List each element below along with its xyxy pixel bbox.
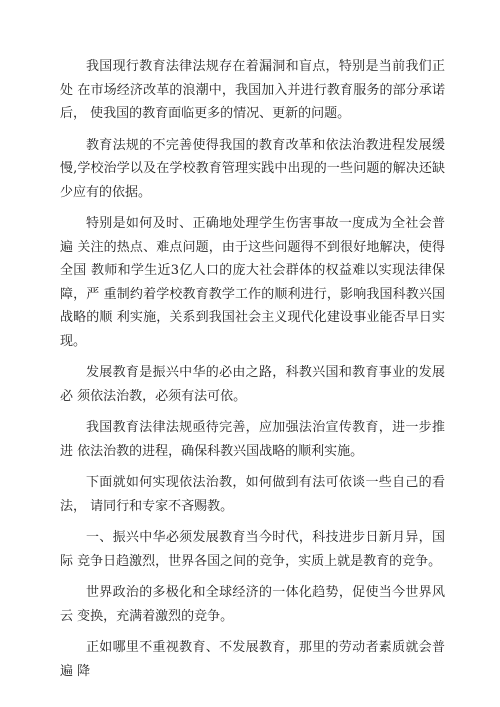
paragraph-5: 我国教育法律法规亟待完善，应加强法治宣传教育，进一步推进 依法治教的进程，确保科教兴国战略的顺利实施。: [60, 420, 445, 459]
paragraph-6: 下面就如何实现依法治教，如何做到有法可依谈一些自己的看法， 请同行和专家不吝赐教。: [60, 475, 445, 514]
paragraph-4: 发展教育是振兴中华的必由之路，科教兴国和教育事业的发展必 须依法治教，必须有法可依。: [60, 365, 445, 404]
paragraph-8: 世界政治的多极化和全球经济的一体化趋势，促使当今世界风云 变换，充满着激烈的竞争。: [60, 585, 445, 624]
paragraph-7: 一、振兴中华必须发展教育当今时代，科技进步日新月异，国际 竞争日趋激烈，世界各国之间的竞争，实质上就是教育的竞争。: [60, 530, 445, 569]
paragraph-9: 正如哪里不重视教育、不发展教育，那里的劳动者素质就会普遍 降: [60, 640, 445, 679]
paragraph-3: 特别是如何及时、正确地处理学生伤害事故一度成为全社会普遍 关注的热点、难点问题，由于这些问题得不到很好地解决，使得全国 教师和学生近3亿人口的庞大社会群体的权益难以实现法律保障，严 重制约着学校教育教学工作的顺利进行，影响我国科教兴国战略的顺 利实施，关系到我国社会主义现代化建设事业能否早日实现。: [60, 216, 445, 349]
document-body: [60, 55, 445, 691]
paragraph-1: 我国现行教育法律法规存在着漏洞和盲点，特别是当前我们正处 在市场经济改革的浪潮中，我国加入并进行教育服务的部分承诺后， 使我国的教育面临更多的情况、更新的问题。: [60, 59, 445, 121]
paragraph-2: 教育法规的不完善使得我国的教育改革和依法治教进程发展缓 慢,学校治学以及在学校教育管理实践中出现的一些问题的解决还缺 少应有的依据。: [60, 137, 445, 200]
